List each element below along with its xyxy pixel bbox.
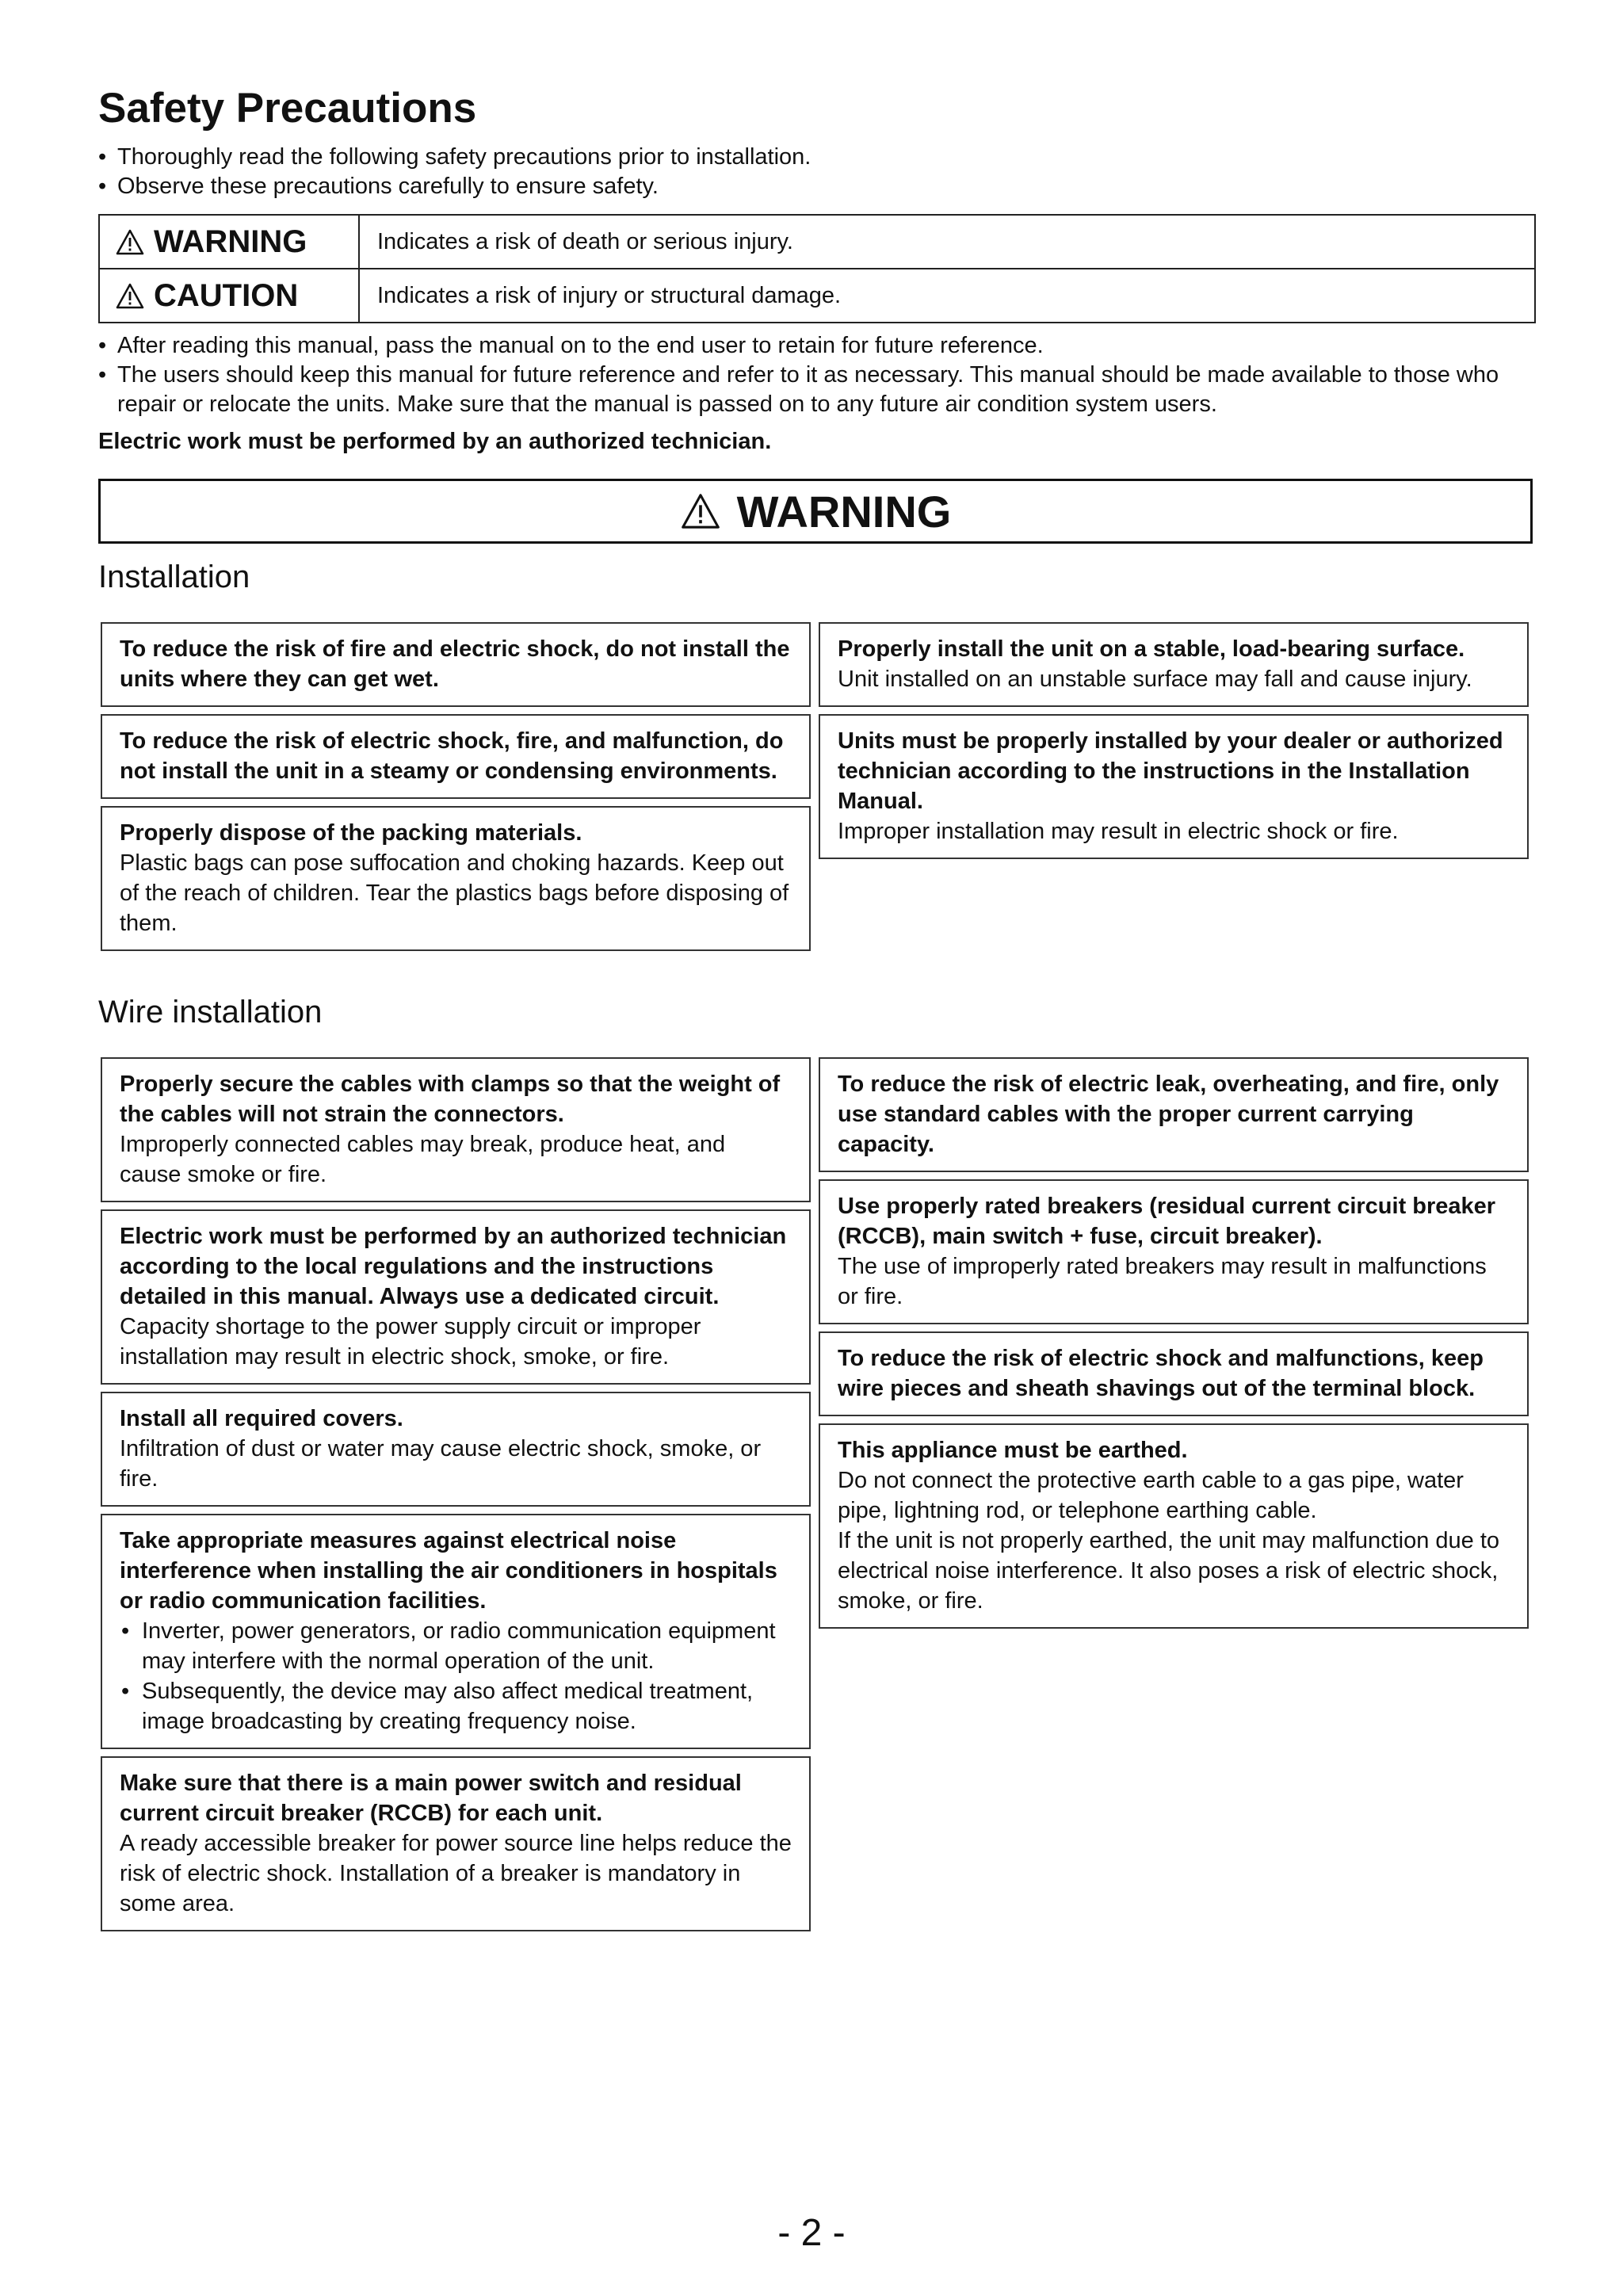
box-title: To reduce the risk of fire and electric shock, do not install the units where they can get wet. xyxy=(120,636,790,692)
warning-banner xyxy=(98,479,1533,544)
page-title: Safety Precautions xyxy=(98,85,477,132)
warning-box xyxy=(819,1423,1529,1629)
box-title: Install all required covers. xyxy=(120,1406,403,1431)
banner-label: WARNING xyxy=(736,486,952,537)
warning-box xyxy=(101,806,811,951)
installation-right-column xyxy=(819,622,1529,866)
warning-box xyxy=(101,1756,811,1931)
legend-row-caution xyxy=(99,269,1535,323)
after-bullets xyxy=(98,331,1533,419)
warning-box xyxy=(101,714,811,799)
box-title: This appliance must be earthed. xyxy=(838,1438,1188,1463)
warning-box xyxy=(819,1057,1529,1172)
warning-triangle-icon xyxy=(680,493,721,529)
legend-label: WARNING xyxy=(154,223,307,259)
box-title: Units must be properly installed by your dealer or authorized technician according to the instructions in the Installation Manual. xyxy=(838,728,1503,814)
box-title: Properly secure the cables with clamps so that the weight of the cables will not strain the connectors. xyxy=(120,1072,781,1127)
box-title: Properly dispose of the packing materials. xyxy=(120,820,582,846)
box-body: Improperly connected cables may break, produce heat, and cause smoke or fire. xyxy=(120,1132,726,1187)
hazard-legend-table xyxy=(98,214,1536,323)
warning-box xyxy=(101,1392,811,1507)
installation-left-column xyxy=(101,622,811,958)
box-bullet: • Inverter, power generators, or radio communication equipment may interfere with the normal operation of the unit. xyxy=(120,1616,792,1676)
warning-box xyxy=(819,1331,1529,1416)
box-title: Take appropriate measures against electrical noise interference when installing the air conditioners in hospitals or radio communication facilities. xyxy=(120,1528,777,1614)
box-body: Plastic bags can pose suffocation and choking hazards. Keep out of the reach of children. Tear the plastics bags before disposing of them. xyxy=(120,850,789,936)
box-title: To reduce the risk of electric shock and malfunctions, keep wire pieces and sheath shavings out of the terminal block. xyxy=(838,1346,1484,1401)
warning-box xyxy=(101,622,811,707)
box-body: Unit installed on an unstable surface may fall and cause injury. xyxy=(838,667,1472,692)
after-bullet: • The users should keep this manual for future reference and refer to it as necessary. This manual should be made available to those who repair or relocate the units. Make sure that the manual is passed on to any future air condition system users. xyxy=(98,361,1533,419)
box-title: To reduce the risk of electric leak, overheating, and fire, only use standard cables with the proper current carrying capacity. xyxy=(838,1072,1499,1157)
legend-description: Indicates a risk of injury or structural damage. xyxy=(359,269,1535,323)
wire-installation-heading: Wire installation xyxy=(98,995,323,1030)
electric-work-note: Electric work must be performed by an authorized technician. xyxy=(98,429,772,455)
intro-bullet: • Thoroughly read the following safety precautions prior to installation. xyxy=(98,143,1533,172)
warning-box xyxy=(101,1057,811,1202)
box-title: Properly install the unit on a stable, load-bearing surface. xyxy=(838,636,1465,662)
box-title: Make sure that there is a main power switch and residual current circuit breaker (RCCB) for each unit. xyxy=(120,1771,742,1826)
warning-box xyxy=(819,1179,1529,1324)
installation-heading: Installation xyxy=(98,560,250,594)
wire-left-column xyxy=(101,1057,811,1939)
box-body: Infiltration of dust or water may cause electric shock, smoke, or fire. xyxy=(120,1436,762,1492)
warning-box xyxy=(819,714,1529,859)
legend-description: Indicates a risk of death or serious injury. xyxy=(359,215,1535,269)
legend-label: CAUTION xyxy=(154,277,299,313)
box-title: Electric work must be performed by an authorized technician according to the local regulations and the instructions detailed in this manual. Always use a dedicated circuit. xyxy=(120,1224,787,1309)
box-body: If the unit is not properly earthed, the unit may malfunction due to electrical noise interference. It also poses a risk of electric shock, smoke, or fire. xyxy=(838,1528,1500,1614)
legend-row-warning xyxy=(99,215,1535,269)
warning-triangle-icon xyxy=(116,229,144,255)
warning-box xyxy=(819,622,1529,707)
box-title: To reduce the risk of electric shock, fire, and malfunction, do not install the unit in a steamy or condensing environments. xyxy=(120,728,784,784)
box-body: A ready accessible breaker for power source line helps reduce the risk of electric shock. Installation of a breaker is mandatory in some area. xyxy=(120,1831,792,1916)
box-body: Capacity shortage to the power supply circuit or improper installation may result in electric shock, smoke, or fire. xyxy=(120,1314,701,1370)
wire-right-column xyxy=(819,1057,1529,1636)
intro-bullets xyxy=(98,143,1533,201)
caution-triangle-icon xyxy=(116,283,144,309)
warning-box xyxy=(101,1514,811,1749)
intro-bullet: • Observe these precautions carefully to ensure safety. xyxy=(98,172,1533,201)
after-bullet: • After reading this manual, pass the manual on to the end user to retain for future reference. xyxy=(98,331,1533,361)
page-number: - 2 - xyxy=(777,2212,846,2254)
warning-box xyxy=(101,1209,811,1385)
box-bullet: • Subsequently, the device may also affect medical treatment, image broadcasting by creating frequency noise. xyxy=(120,1676,792,1736)
box-title: Use properly rated breakers (residual current circuit breaker (RCCB), main switch + fuse, circuit breaker). xyxy=(838,1194,1496,1249)
box-bullets xyxy=(120,1616,792,1736)
box-body: Improper installation may result in electric shock or fire. xyxy=(838,819,1399,844)
box-body: The use of improperly rated breakers may result in malfunctions or fire. xyxy=(838,1254,1487,1309)
box-body: Do not connect the protective earth cable to a gas pipe, water pipe, lightning rod, or telephone earthing cable. xyxy=(838,1468,1464,1523)
page xyxy=(98,86,1533,544)
